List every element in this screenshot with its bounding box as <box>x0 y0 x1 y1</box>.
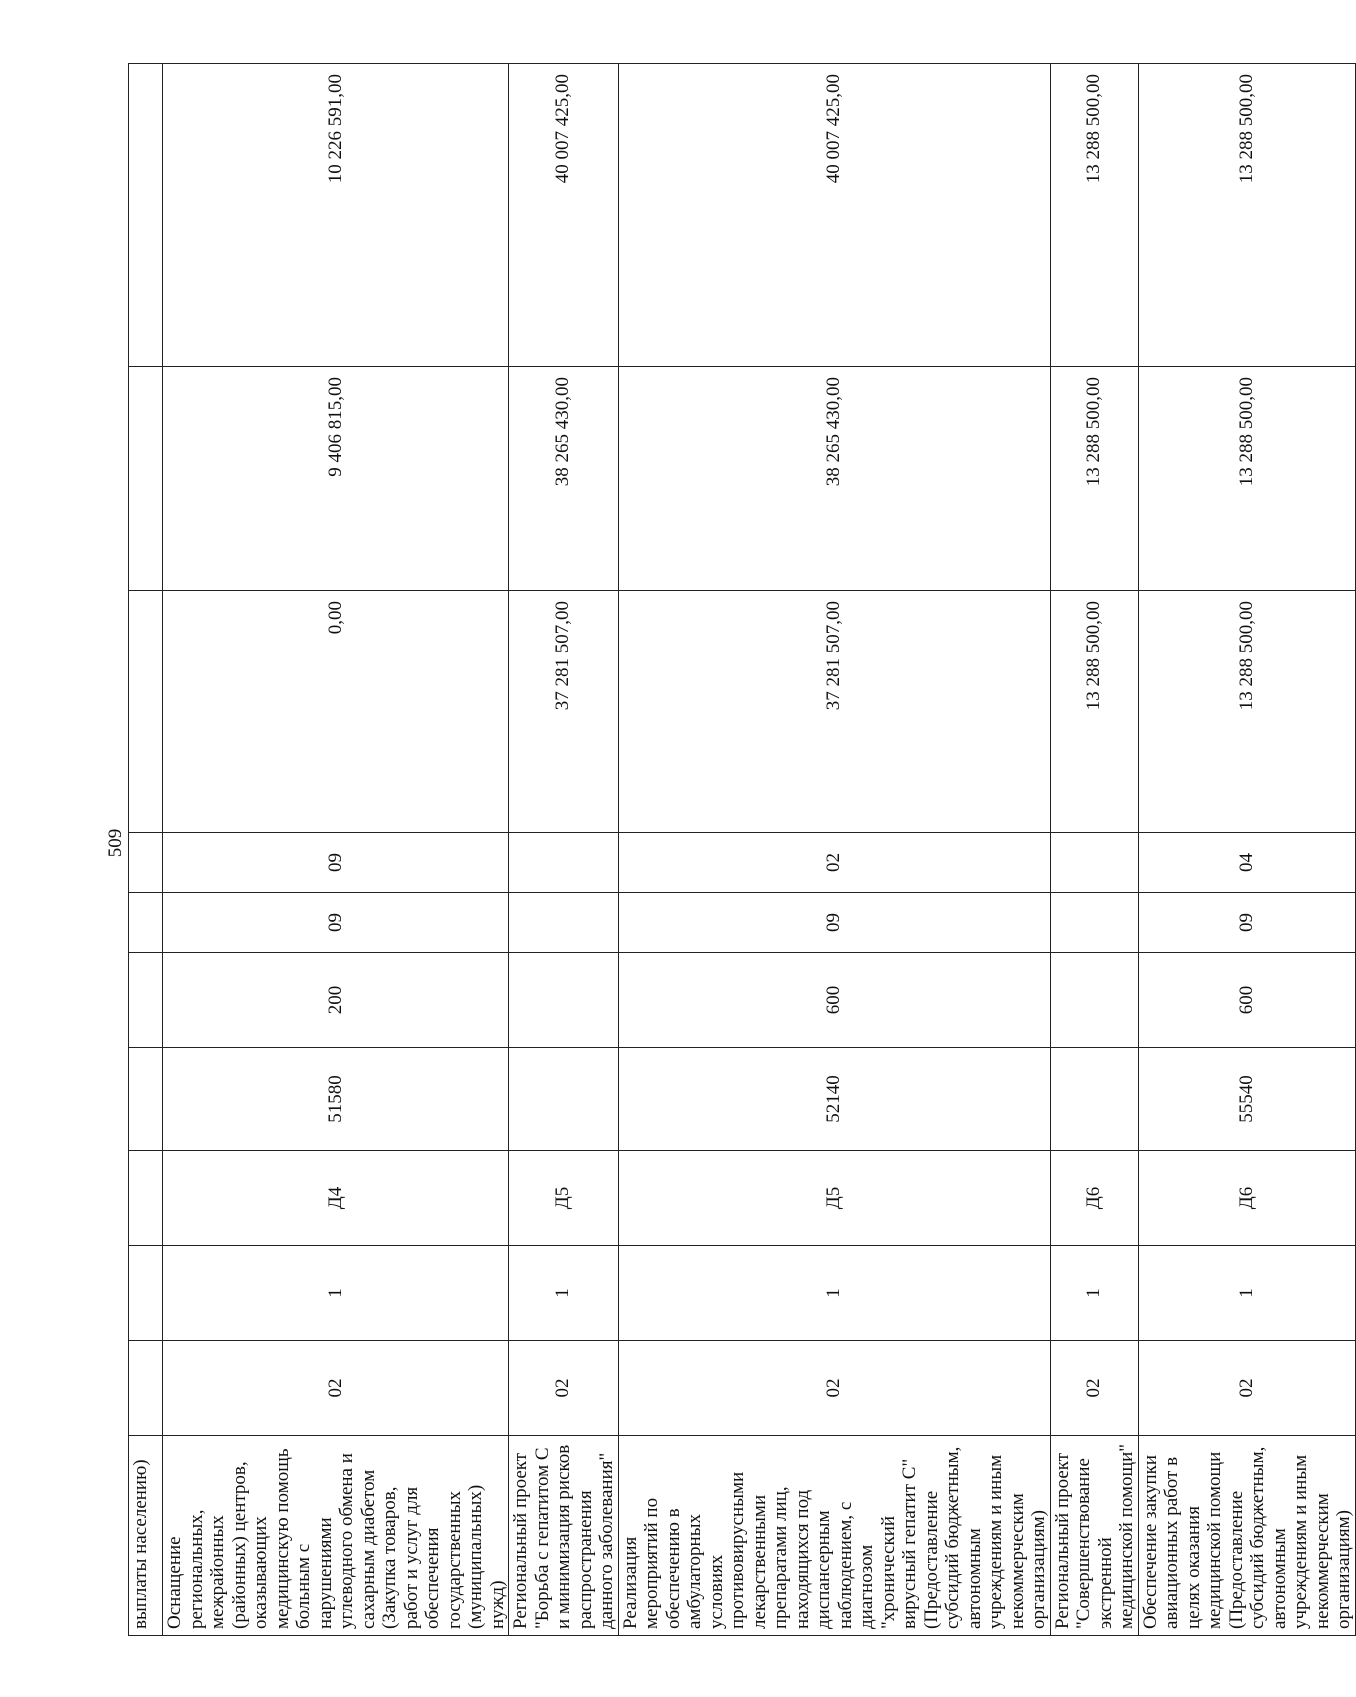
cell-c3: Д5 <box>509 1151 619 1246</box>
cell-c5: 600 <box>618 953 1050 1048</box>
cell-c5: 600 <box>1138 953 1355 1048</box>
cell-c2: 1 <box>618 1246 1050 1341</box>
cell-c4: 52140 <box>618 1048 1050 1151</box>
cell-v1: 13 288 500,00 <box>1138 591 1355 833</box>
cell-c5 <box>129 953 163 1048</box>
cell-c5 <box>509 953 619 1048</box>
cell-c6: 09 <box>1138 893 1355 953</box>
cell-c6: 09 <box>163 893 509 953</box>
cell-c1: 02 <box>1050 1341 1138 1436</box>
cell-c7: 02 <box>618 833 1050 893</box>
cell-c1: 02 <box>618 1341 1050 1436</box>
cell-name: Региональный проект "Совершенствование экстренной медицинской помощи" <box>1050 1436 1138 1636</box>
cell-c5: 200 <box>163 953 509 1048</box>
cell-v2 <box>129 367 163 591</box>
cell-c5 <box>1050 953 1138 1048</box>
table-row <box>618 64 1050 1636</box>
cell-c3: Д5 <box>618 1151 1050 1246</box>
cell-v1: 37 281 507,00 <box>618 591 1050 833</box>
table-row <box>1138 64 1355 1636</box>
cell-c7: 04 <box>1138 833 1355 893</box>
cell-name: Региональный проект "Борьба с гепатитом С и минимизация рисков распространения данного заболевания" <box>509 1436 619 1636</box>
cell-c6 <box>129 893 163 953</box>
cell-c1 <box>129 1341 163 1436</box>
cell-c2 <box>129 1246 163 1341</box>
cell-c3: Д4 <box>163 1151 509 1246</box>
table-row-header <box>129 64 163 1636</box>
cell-v3: 10 226 591,00 <box>163 64 509 367</box>
cell-name: Оснащение региональных, межрайонных (районных) центров, оказывающих медицинскую помощь больным с нарушениями углеводного обмена и сахарным диабетом (Закупка товаров, работ и услуг для обеспечения государственных (муниципальных) нужд) <box>163 1436 509 1636</box>
cell-c6 <box>509 893 619 953</box>
cell-c7 <box>129 833 163 893</box>
cell-c2: 1 <box>163 1246 509 1341</box>
cell-c2: 1 <box>509 1246 619 1341</box>
cell-v3: 40 007 425,00 <box>618 64 1050 367</box>
table-row <box>509 64 619 1636</box>
cell-v1 <box>129 591 163 833</box>
cell-name: Реализация мероприятий по обеспечению в амбулаторных условиях противовирусными лекарственными препаратами лиц, находящихся под диспансерным наблюдением, с диагнозом "хронический вирусный гепатит С" (Предоставление субсидий бюджетным, автономным учреждениям и иным некоммерческим организациям) <box>618 1436 1050 1636</box>
cell-v2: 13 288 500,00 <box>1050 367 1138 591</box>
cell-v3 <box>129 64 163 367</box>
cell-v1: 13 288 500,00 <box>1050 591 1138 833</box>
table-row <box>163 64 509 1636</box>
rotated-page <box>128 64 1354 1636</box>
cell-c1: 02 <box>1138 1341 1355 1436</box>
cell-v2: 9 406 815,00 <box>163 367 509 591</box>
page-number: 509 <box>105 828 126 858</box>
cell-v2: 13 288 500,00 <box>1138 367 1355 591</box>
cell-c7: 09 <box>163 833 509 893</box>
cell-c6 <box>1050 893 1138 953</box>
table-row <box>1050 64 1138 1636</box>
cell-c7 <box>1050 833 1138 893</box>
cell-v3: 13 288 500,00 <box>1050 64 1138 367</box>
cell-c7 <box>509 833 619 893</box>
cell-name: Обеспечение закупки авиационных работ в целях оказания медицинской помощи (Предоставление субсидий бюджетным, автономным учреждениям и иным некоммерческим организациям) <box>1138 1436 1355 1636</box>
cell-v3: 40 007 425,00 <box>509 64 619 367</box>
cell-c1: 02 <box>163 1341 509 1436</box>
cell-c3: Д6 <box>1050 1151 1138 1246</box>
cell-c4 <box>129 1048 163 1151</box>
cell-c4: 51580 <box>163 1048 509 1151</box>
cell-c2: 1 <box>1138 1246 1355 1341</box>
budget-table <box>128 63 1356 1636</box>
cell-v1: 37 281 507,00 <box>509 591 619 833</box>
cell-c4 <box>1050 1048 1138 1151</box>
cell-name: выплаты населению) <box>129 1436 163 1636</box>
cell-c2: 1 <box>1050 1246 1138 1341</box>
cell-v3: 13 288 500,00 <box>1138 64 1355 367</box>
cell-c3 <box>129 1151 163 1246</box>
cell-c4: 55540 <box>1138 1048 1355 1151</box>
cell-v2: 38 265 430,00 <box>509 367 619 591</box>
cell-c6: 09 <box>618 893 1050 953</box>
cell-v1: 0,00 <box>163 591 509 833</box>
cell-c1: 02 <box>509 1341 619 1436</box>
cell-v2: 38 265 430,00 <box>618 367 1050 591</box>
cell-c4 <box>509 1048 619 1151</box>
cell-c3: Д6 <box>1138 1151 1355 1246</box>
